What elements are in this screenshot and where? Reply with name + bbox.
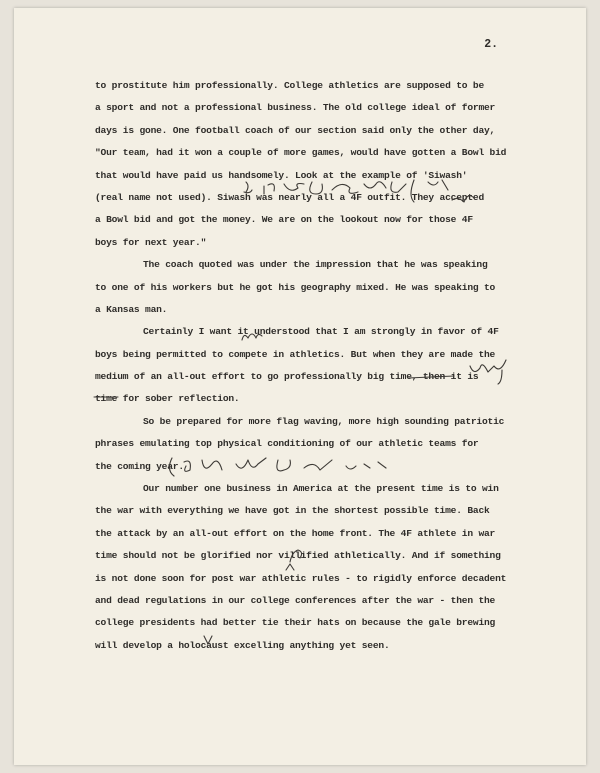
body-text bbox=[95, 75, 555, 657]
text-line: time should not be glorified nor villified athletically. And if something bbox=[95, 550, 501, 562]
text-line: boys for next year." bbox=[95, 236, 207, 248]
text-line: the attack by an all-out effort on the home front. The 4F athlete in war bbox=[95, 527, 496, 539]
text-line: that would have paid us handsomely. Look at the example of 'Siwash' bbox=[95, 169, 468, 181]
text-line: a Bowl bid and got the money. We are on the lookout now for those 4F bbox=[95, 214, 473, 226]
text-line: is not done soon for post war athletic rules - to rigidly enforce decadent bbox=[95, 572, 507, 584]
text-line: to prostitute him professionally. College athletics are supposed to be bbox=[95, 80, 485, 91]
text-line: college presidents had better tie their hats on because the gale brewing bbox=[95, 617, 496, 629]
text-line: time for sober reflection. bbox=[95, 393, 240, 405]
text-line: a Kansas man. bbox=[95, 303, 168, 315]
text-line: The coach quoted was under the impression that he was speaking bbox=[143, 259, 488, 271]
text-line: will develop a holocaust excelling anything yet seen. bbox=[95, 639, 390, 651]
document-page bbox=[14, 8, 586, 765]
text-line: Our number one business in America at the present time is to win bbox=[143, 483, 499, 495]
text-line: the war with everything we have got in the shortest possible time. Back bbox=[95, 505, 490, 517]
text-line: and dead regulations in our college conferences after the war - then the bbox=[95, 594, 496, 606]
text-line: "Our team, had it won a couple of more games, would have gotten a Bowl bid bbox=[95, 147, 507, 159]
text-line: Certainly I want it understood that I am strongly in favor of 4F bbox=[143, 326, 499, 338]
text-line: medium of an all-out effort to go professionally big time, then it is bbox=[95, 371, 479, 383]
text-line: boys being permitted to compete in athletics. But when they are made the bbox=[95, 348, 496, 360]
text-line: phrases emulating top physical conditioning of our athletic teams for bbox=[95, 438, 479, 450]
text-line: days is gone. One football coach of our section said only the other day, bbox=[95, 124, 496, 136]
text-line: So be prepared for more flag waving, more high sounding patriotic bbox=[143, 415, 505, 427]
text-line: to one of his workers but he got his geography mixed. He was speaking to bbox=[95, 281, 496, 293]
text-line: the coming year. bbox=[95, 460, 184, 472]
text-line: (real name not used). Siwash was nearly all a 4F outfit. They accepted bbox=[95, 191, 485, 203]
text-line: a sport and not a professional business. The old college ideal of former bbox=[95, 102, 496, 114]
page-number: 2. bbox=[484, 38, 498, 51]
